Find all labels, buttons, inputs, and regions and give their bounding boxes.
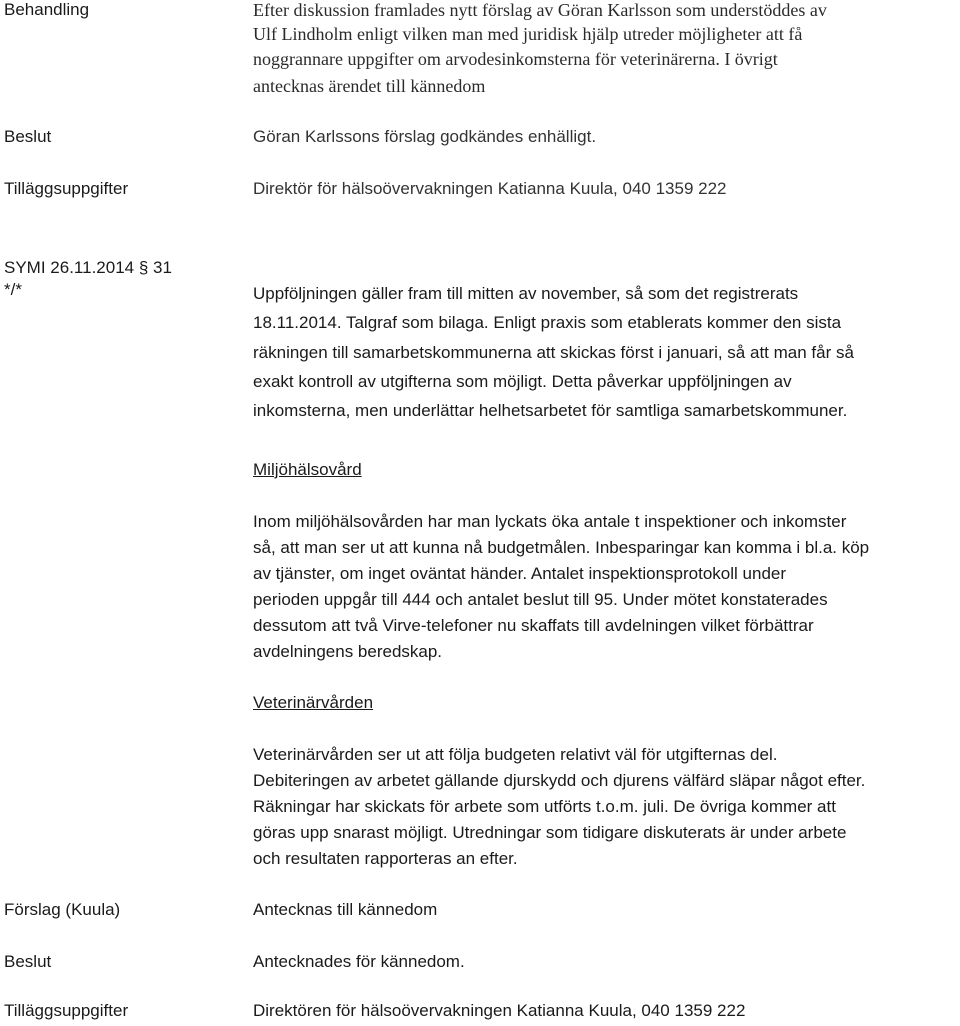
- label-beslut: Beslut: [4, 952, 52, 971]
- reference-heading: SYMI 26.11.2014 § 31: [4, 258, 172, 277]
- intro-line: räkningen till samarbetskommunerna att skickas först i januari, så att man får så: [253, 343, 854, 362]
- behandling-line: noggrannare uppgifter om arvodesinkomsterna för veterinärerna. I övrigt: [253, 49, 778, 69]
- label-forslag: Förslag (Kuula): [4, 900, 121, 919]
- heading-veterinarvarden: Veterinärvården: [253, 693, 374, 712]
- vet-line: Veterinärvården ser ut att följa budgeten relativt väl för utgifternas del.: [253, 745, 778, 764]
- miljo-line: Inom miljöhälsovården har man lyckats öka antale t inspektioner och inkomster: [253, 512, 847, 531]
- miljo-line: perioden uppgår till 444 och antalet beslut till 95. Under mötet konstaterades: [253, 590, 828, 609]
- intro-line: inkomsterna, men underlättar helhetsarbetet för samtliga samarbetskommuner.: [253, 401, 848, 420]
- label-behandling: Behandling: [4, 0, 90, 19]
- vet-line: och resultaten rapporteras an efter.: [253, 849, 518, 868]
- forslag-text: Antecknas till kännedom: [253, 900, 438, 919]
- tillaggsuppgifter-text: Direktören för hälsoövervakningen Katianna Kuula, 040 1359 222: [253, 1001, 746, 1020]
- vet-line: Debiteringen av arbetet gällande djurskydd och djurens välfärd släpar något efter.: [253, 771, 866, 790]
- beslut-text: Antecknades för kännedom.: [253, 952, 465, 971]
- behandling-line: Ulf Lindholm enligt vilken man med juridisk hjälp utreder möjligheter att få: [253, 24, 803, 44]
- behandling-line: antecknas ärendet till kännedom: [253, 76, 486, 96]
- beslut-text: Göran Karlssons förslag godkändes enhälligt.: [253, 127, 597, 146]
- miljo-line: så, att man ser ut att kunna nå budgetmålen. Inbesparingar kan komma i bl.a. köp: [253, 538, 870, 557]
- label-tillaggsuppgifter: Tilläggsuppgifter: [4, 179, 129, 198]
- heading-miljohalsovard: Miljöhälsovård: [253, 460, 362, 479]
- intro-line: 18.11.2014. Talgraf som bilaga. Enligt praxis som etablerats kommer den sista: [253, 313, 842, 332]
- vet-line: göras upp snarast möjligt. Utredningar som tidigare diskuterats är under arbete: [253, 823, 847, 842]
- miljo-line: avdelningens beredskap.: [253, 642, 443, 661]
- intro-line: exakt kontroll av utgifterna som möjligt. Detta påverkar uppföljningen av: [253, 372, 792, 391]
- vet-line: Räkningar har skickats för arbete som utförts t.o.m. juli. De övriga kommer att: [253, 797, 836, 816]
- label-tillaggsuppgifter: Tilläggsuppgifter: [4, 1001, 129, 1020]
- label-beslut: Beslut: [4, 127, 52, 146]
- reference-marker: */*: [4, 280, 22, 299]
- tillaggsuppgifter-text: Direktör för hälsoövervakningen Katianna Kuula, 040 1359 222: [253, 179, 727, 198]
- behandling-line: Efter diskussion framlades nytt förslag av Göran Karlsson som understöddes av: [253, 0, 827, 20]
- intro-line: Uppföljningen gäller fram till mitten av november, så som det registrerats: [253, 284, 799, 303]
- miljo-line: dessutom att två Virve-telefoner nu skaffats till avdelningen vilket förbättrar: [253, 616, 814, 635]
- miljo-line: av tjänster, om inget oväntat händer. Antalet inspektionsprotokoll under: [253, 564, 787, 583]
